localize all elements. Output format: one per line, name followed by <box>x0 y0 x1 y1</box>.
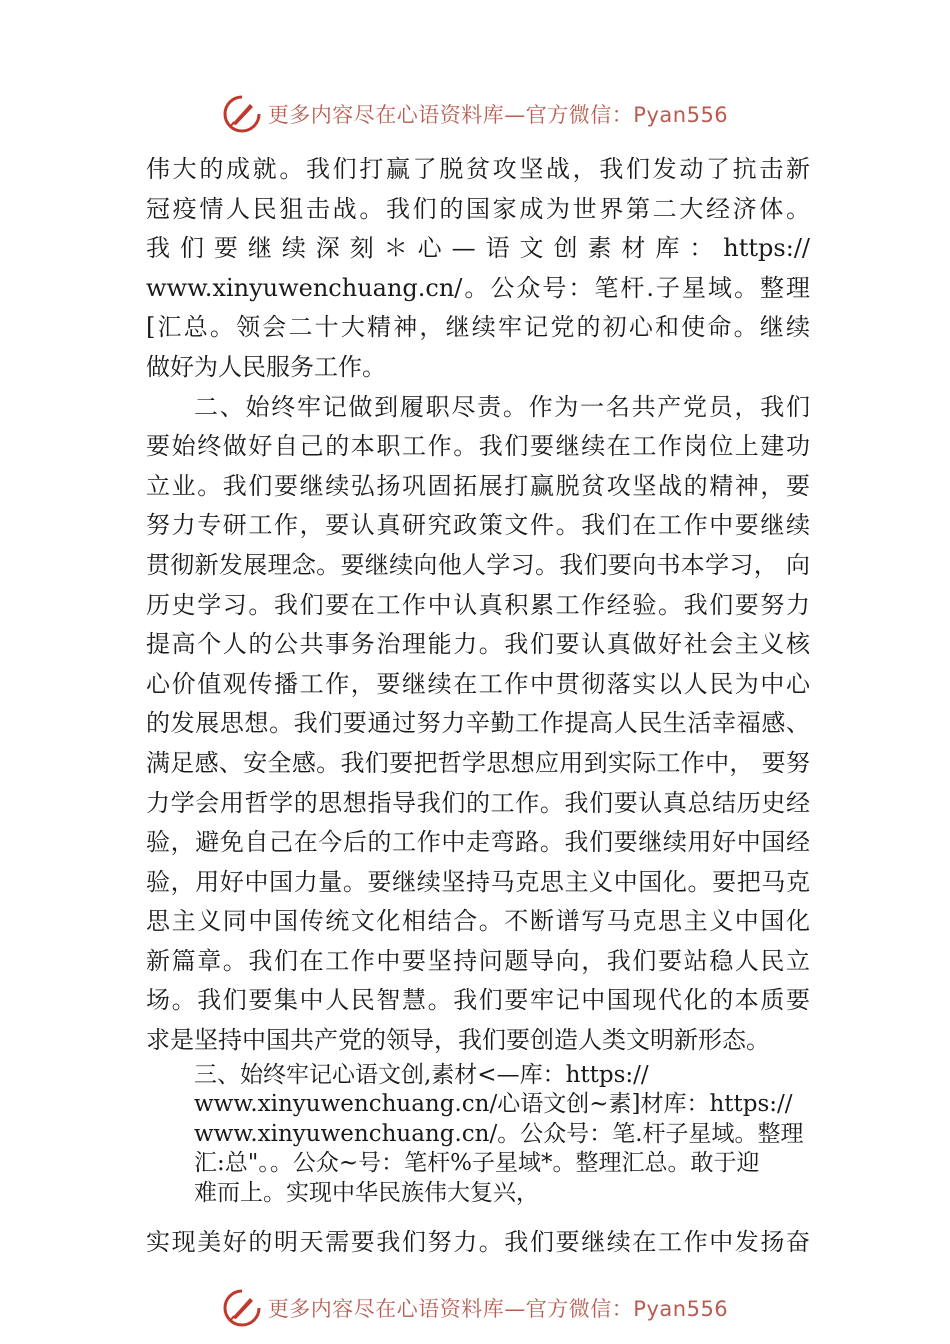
text-line: 新篇章。我们在工作中要坚持问题导向，我们要站稳人民立 <box>146 946 810 975</box>
text-line: 场。我们要集中人民智慧。我们要牢记中国现代化的本质要 <box>146 986 810 1015</box>
text-line: www.xinyuwenchuang.cn/心语文创~素]材库：https:// <box>194 1091 793 1118</box>
document-body <box>146 150 810 1262</box>
text-line: 提高个人的公共事务治理能力。我们要认真做好社会主义核 <box>146 630 810 659</box>
text-line: 贯彻新发展理念。要继续向他人学习。我们要向书本学习， 向 <box>146 550 810 579</box>
header-banner-text: 更多内容尽在心语资料库—官方微信：Pyan556 <box>267 103 729 127</box>
text-line: 的发展思想。我们要通过努力辛勤工作提高人民生活幸福感、 <box>146 709 810 738</box>
text-line: www.xinyuwenchuang.cn/。公众号：笔杆.子星域。整理 <box>146 273 810 302</box>
footer-banner <box>0 1286 950 1330</box>
text-line: 二、始终牢记做到履职尽责。作为一名共产党员，我们 <box>194 392 810 421</box>
paragraph-4 <box>146 1223 810 1263</box>
text-line: 努力专研工作，要认真研究政策文件。我们在工作中要继续 <box>146 511 810 540</box>
text-line: 思主义同中国传统文化相结合。不断谱写马克思主义中国化 <box>146 907 810 936</box>
text-line: [汇总。领会二十大精神，继续牢记党的初心和使命。继续 <box>146 313 810 342</box>
text-line: 做好为人民服务工作。 <box>146 352 386 381</box>
text-line: 冠疫情人民狙击战。我们的国家成为世界第二大经济体。 <box>146 194 810 223</box>
paragraph-1 <box>146 150 810 388</box>
text-line: 我们要继续深刻＊心—语文创素材库：https:// <box>146 234 810 263</box>
text-line: 立业。我们要继续弘扬巩固拓展打赢脱贫攻坚战的精神，要 <box>146 471 810 500</box>
paragraph-2 <box>146 388 810 1061</box>
text-line: 求是坚持中国共产党的领导，我们要创造人类文明新形态。 <box>146 1026 770 1055</box>
text-line: 验，避免自己在今后的工作中走弯路。我们要继续用好中国经 <box>146 828 810 857</box>
text-line: 伟大的成就。我们打赢了脱贫攻坚战，我们发动了抗击新 <box>146 155 810 183</box>
text-line: 验，用好中国力量。要继续坚持马克思主义中国化。要把马克 <box>146 867 810 896</box>
text-line: 心价值观传播工作，要继续在工作中贯彻落实以人民为中心 <box>146 669 810 698</box>
text-line: 汇:总"。。公众~号：笔杆%子星域*。整理汇总。敢于迎 <box>194 1150 760 1177</box>
text-line: 满足感、安全感。我们要把哲学思想应用到实际工作中， 要努 <box>146 748 810 777</box>
text-line: 难而上。实现中华民族伟大复兴， <box>194 1180 539 1207</box>
text-line: www.xinyuwenchuang.cn/。公众号：笔.杆子星域。整理 <box>194 1120 804 1147</box>
text-line: 实现美好的明天需要我们努力。我们要继续在工作中发扬奋 <box>146 1227 810 1256</box>
quill-logo-icon <box>222 94 262 134</box>
paragraph-3 <box>194 1061 820 1209</box>
text-line: 历史学习。我们要在工作中认真积累工作经验。我们要努力 <box>146 590 810 619</box>
footer-banner-text: 更多内容尽在心语资料库—官方微信：Pyan556 <box>267 1297 729 1321</box>
text-line: 三、始终牢记心语文创,素材<—库：https:// <box>194 1061 649 1088</box>
header-banner <box>0 92 950 136</box>
text-line: 要始终做好自己的本职工作。我们要继续在工作岗位上建功 <box>146 432 810 461</box>
quill-logo-icon <box>222 1288 262 1328</box>
text-line: 力学会用哲学的思想指导我们的工作。我们要认真总结历史经 <box>146 788 810 817</box>
